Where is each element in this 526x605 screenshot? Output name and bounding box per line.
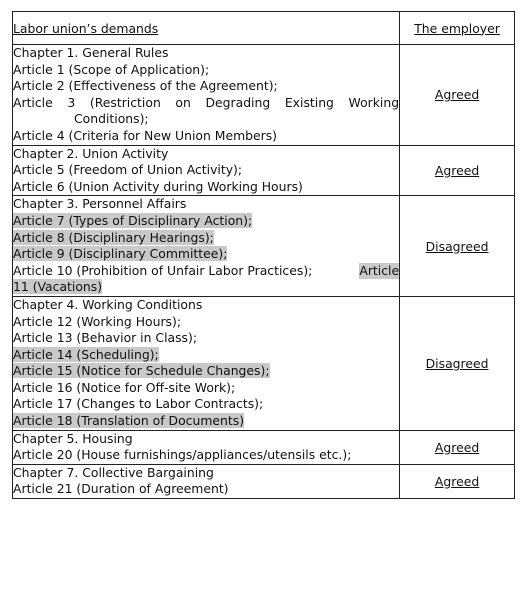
article-item: Article 16 (Notice for Off-site Work); (13, 379, 236, 395)
header-union-demands: Labor union’s demands (13, 12, 400, 45)
table-row (13, 196, 515, 297)
article-item: Article 20 (House furnishings/appliances/utensils etc.); (13, 447, 352, 463)
article-item: Article 3 (Restriction on Degrading Existing Working (13, 94, 400, 110)
chapter-title: Chapter 3. Personnel Affairs (13, 196, 187, 212)
demands-cell (13, 464, 400, 498)
article-item: Article 1 (Scope of Application); (13, 61, 210, 77)
employer-response-cell (400, 145, 515, 196)
table-row (13, 296, 515, 430)
chapter-title: Chapter 2. Union Activity (13, 145, 169, 161)
article-item: Article 10 (Prohibition of Unfair Labor Practices); (13, 262, 313, 278)
article-item-highlighted: Article 18 (Translation of Documents) (13, 413, 245, 429)
article-item-highlighted: Article 14 (Scheduling); (13, 346, 159, 362)
article-item: Article 13 (Behavior in Class); (13, 330, 198, 346)
article-item-highlighted: Article (359, 262, 400, 278)
employer-response: Agreed (434, 439, 480, 455)
demands-cell (13, 45, 400, 146)
header-employer: The employer (400, 12, 515, 45)
table-row (13, 145, 515, 196)
article-item-highlighted-continued: 11 (Vacations) (13, 279, 103, 295)
article-item-continued: Conditions); (74, 111, 149, 127)
chapter-title: Chapter 4. Working Conditions (13, 296, 203, 312)
article-item: Article 12 (Working Hours); (13, 313, 182, 329)
chapter-title: Chapter 7. Collective Bargaining (13, 464, 214, 480)
article-item: Article 6 (Union Activity during Working Hours) (13, 178, 303, 194)
employer-response: Disagreed (425, 355, 489, 371)
employer-response-cell (400, 430, 515, 464)
article-item-highlighted: Article 15 (Notice for Schedule Changes); (13, 363, 270, 379)
article-item-highlighted: Article 7 (Types of Disciplinary Action); (13, 212, 253, 228)
article-line (13, 263, 399, 280)
employer-response-cell (400, 45, 515, 146)
table-row (13, 464, 515, 498)
article-item-highlighted: Article 8 (Disciplinary Hearings); (13, 229, 214, 245)
employer-response-cell (400, 196, 515, 297)
employer-response: Agreed (434, 162, 480, 178)
demands-cell (13, 196, 400, 297)
demands-cell (13, 296, 400, 430)
employer-response: Agreed (434, 87, 480, 103)
article-item: Article 5 (Freedom of Union Activity); (13, 162, 243, 178)
demands-cell (13, 145, 400, 196)
demands-cell (13, 430, 400, 464)
header-row (13, 12, 515, 45)
table-row (13, 430, 515, 464)
chapter-title: Chapter 5. Housing (13, 430, 133, 446)
article-item-highlighted: Article 9 (Disciplinary Committee); (13, 246, 228, 262)
employer-response: Agreed (434, 473, 480, 489)
employer-response-cell (400, 296, 515, 430)
employer-response-cell (400, 464, 515, 498)
article-item: Article 21 (Duration of Agreement) (13, 481, 229, 497)
article-item: Article 17 (Changes to Labor Contracts); (13, 396, 264, 412)
demands-table (12, 11, 515, 499)
employer-response: Disagreed (425, 238, 489, 254)
article-item: Article 2 (Effectiveness of the Agreement); (13, 78, 278, 94)
table-row (13, 45, 515, 146)
article-item: Article 4 (Criteria for New Union Members) (13, 127, 278, 143)
chapter-title: Chapter 1. General Rules (13, 45, 169, 60)
